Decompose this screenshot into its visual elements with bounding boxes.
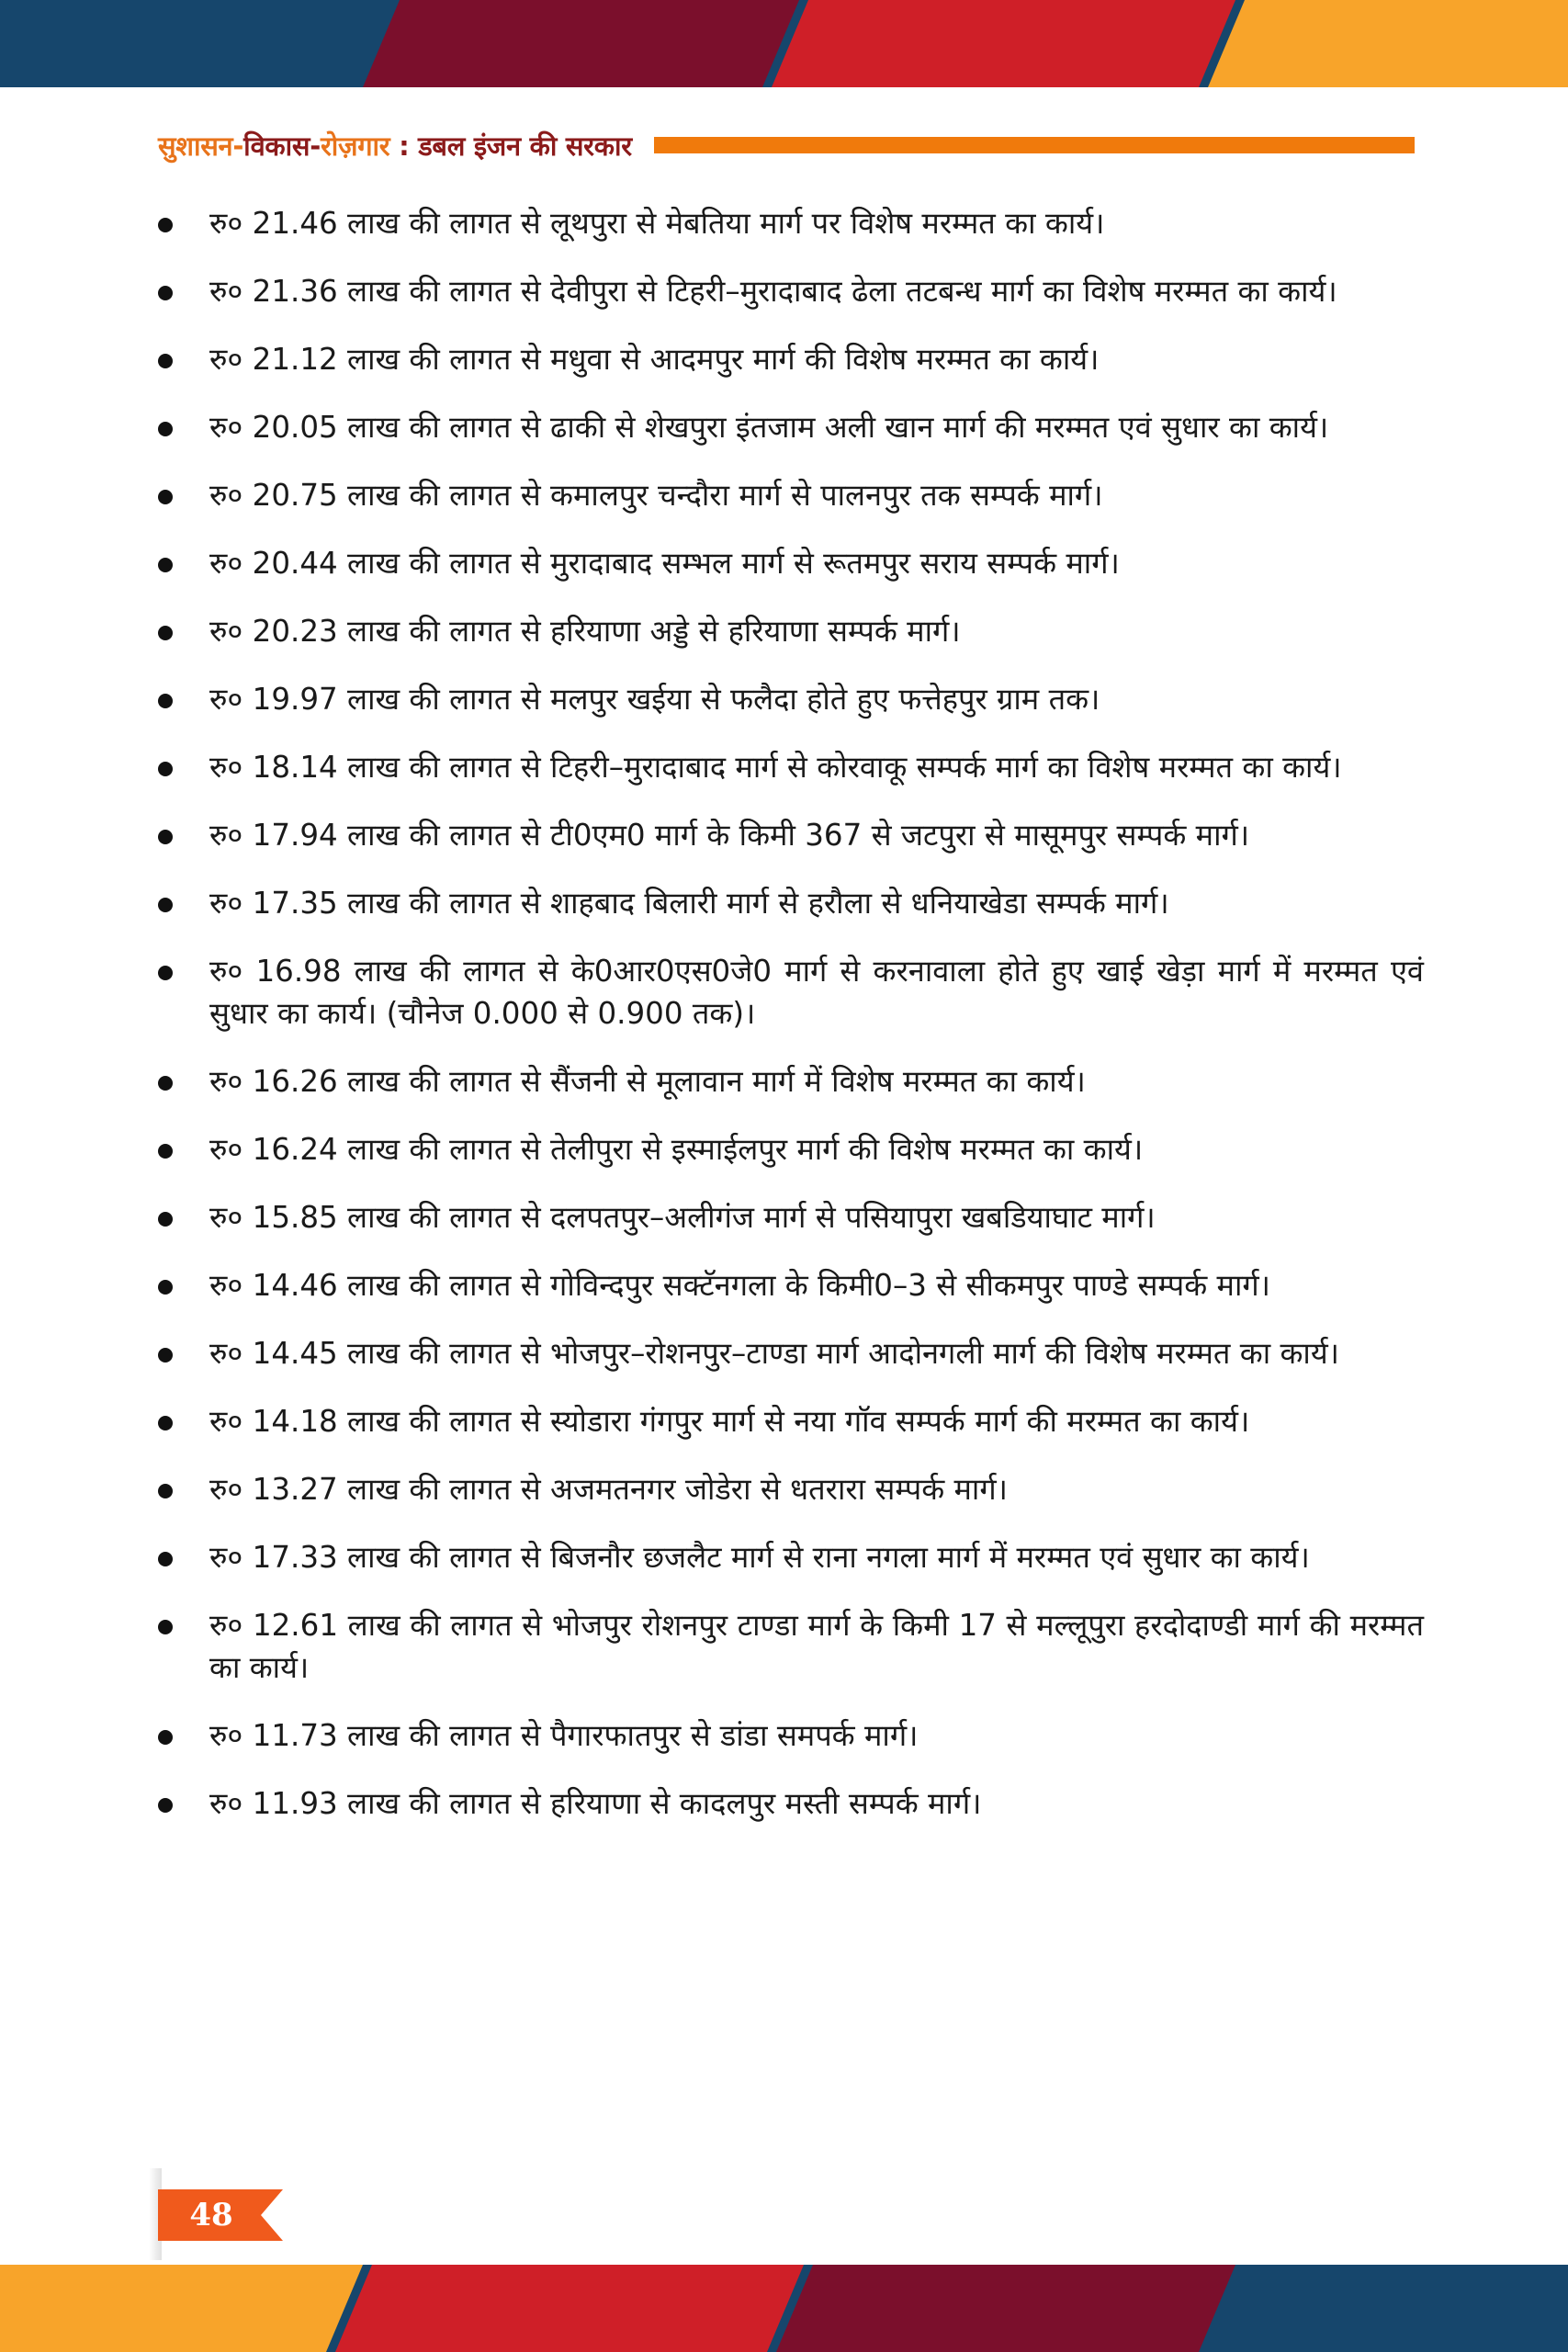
bullet-icon (158, 354, 173, 368)
page-number-tab (158, 2189, 283, 2241)
list-item (147, 950, 1424, 1035)
bullet-icon (158, 286, 173, 300)
list-item-text: रु० 20.23 लाख की लागत से हरियाणा अड्डे से हरियाणा सम्पर्क मार्ग। (209, 614, 961, 649)
list-item-text: रु० 12.61 लाख की लागत से भोजपुर रोशनपुर टाण्डा मार्ग के किमी 17 से मल्लूपुरा हरदोदाण्डी मार्ग की मरम्मत का कार्य। (209, 1608, 1424, 1685)
bullet-icon (158, 1416, 173, 1430)
header-title: सुशासन-विकास-रोज़गार : डबल इंजन की सरकार (158, 130, 632, 162)
bullet-icon (158, 490, 173, 504)
bullet-icon (158, 1212, 173, 1227)
list-item-text: रु० 11.73 लाख की लागत से पैगारफातपुर से डांडा समपर्क मार्ग। (209, 1718, 919, 1753)
list-item-text: रु० 14.18 लाख की लागत से स्योडारा गंगपुर मार्ग से नया गॉव सम्पर्क मार्ग की मरम्मत का कार्य। (209, 1404, 1250, 1439)
list-item (147, 1604, 1424, 1689)
bottom-decorative-band (0, 2265, 1568, 2352)
list-item-text: रु० 17.33 लाख की लागत से बिजनौर छजलैट मार्ग से राना नगला मार्ग में मरम्मत एवं सुधार का कार्य। (209, 1540, 1310, 1575)
bullet-icon (158, 830, 173, 844)
list-item-text: रु० 11.93 लाख की लागत से हरियाणा से कादलपुर मस्ती सम्पर्क मार्ग। (209, 1786, 982, 1821)
header-rule (654, 137, 1415, 153)
list-item-text: रु० 20.44 लाख की लागत से मुरादाबाद सम्भल मार्ग से रूतमपुर सराय सम्पर्क मार्ग। (209, 546, 1120, 581)
running-header (158, 127, 1415, 164)
bullet-icon (158, 1552, 173, 1566)
list-item (147, 1536, 1424, 1578)
list-item-text: रु० 13.27 लाख की लागत से अजमतनगर जोडेरा से धतरारा सम्पर्क मार्ग। (209, 1472, 1008, 1507)
bullet-icon (158, 558, 173, 572)
list-item (147, 610, 1424, 652)
list-item (147, 1332, 1424, 1374)
list-item-text: रु० 21.12 लाख की लागत से मधुवा से आदमपुर मार्ग की विशेष मरम्मत का कार्य। (209, 342, 1100, 377)
list-item-text: रु० 14.46 लाख की लागत से गोविन्दपुर सक्टॅनगला के किमी0–3 से सीकमपुर पाण्डे सम्पर्क मार्ग। (209, 1268, 1271, 1303)
list-item (147, 1714, 1424, 1757)
list-item (147, 202, 1424, 244)
bullet-icon (158, 694, 173, 708)
page-number: 48 (189, 2197, 233, 2233)
bullet-icon (158, 218, 173, 232)
list-item-text: रु० 20.05 लाख की लागत से ढाकी से शेखपुरा इंतजाम अली खान मार्ग की मरम्मत एवं सुधार का कार्य। (209, 410, 1329, 445)
list-item (147, 1468, 1424, 1510)
list-item-text: रु० 17.94 लाख की लागत से टी0एम0 मार्ग के किमी 367 से जटपुरा से मासूमपुर सम्पर्क मार्ग। (209, 818, 1250, 853)
list-item-text: रु० 17.35 लाख की लागत से शाहबाद बिलारी मार्ग से हरौला से धनियाखेडा सम्पर्क मार्ग। (209, 886, 1169, 921)
bullet-icon (158, 1144, 173, 1159)
list-item-text: रु० 15.85 लाख की लागत से दलपतपुर–अलीगंज मार्ग से पसियापुरा खबडियाघाट मार्ग। (209, 1200, 1156, 1235)
list-item-text: रु० 14.45 लाख की लागत से भोजपुर–रोशनपुर–टाण्डा मार्ग आदोनगली मार्ग की विशेष मरम्मत का कार्य। (209, 1336, 1339, 1371)
list-item-text: रु० 16.26 लाख की लागत से सैंजनी से मूलावान मार्ग में विशेष मरम्मत का कार्य। (209, 1064, 1086, 1099)
list-item-text: रु० 19.97 लाख की लागत से मलपुर खईया से फलैदा होते हुए फत्तेहपुर ग्राम तक। (209, 682, 1100, 717)
bullet-icon (158, 626, 173, 640)
list-item (147, 678, 1424, 720)
works-list (147, 202, 1424, 1850)
list-item (147, 814, 1424, 856)
list-item-text: रु० 16.24 लाख की लागत से तेलीपुरा से इस्माईलपुर मार्ग की विशेष मरम्मत का कार्य। (209, 1132, 1144, 1167)
list-item-text: रु० 16.98 लाख की लागत से के0आर0एस0जे0 मार्ग से करनावाला होते हुए खाई खेड़ा मार्ग में मरम्मत एवं सुधार का कार्य। (चौनेज 0.000 से 0.900 तक)। (209, 954, 1424, 1031)
bullet-icon (158, 1620, 173, 1634)
list-item-text: रु० 21.36 लाख की लागत से देवीपुरा से टिहरी–मुरादाबाद ढेला तटबन्ध मार्ग का विशेष मरम्मत का कार्य। (209, 274, 1337, 309)
list-item (147, 542, 1424, 584)
list-item (147, 406, 1424, 448)
list-item-text: रु० 20.75 लाख की लागत से कमालपुर चन्दौरा मार्ग से पालनपुर तक सम्पर्क मार्ग। (209, 478, 1103, 513)
bullet-icon (158, 1798, 173, 1813)
list-item (147, 882, 1424, 924)
list-item-text: रु० 18.14 लाख की लागत से टिहरी–मुरादाबाद मार्ग से कोरवाकू सम्पर्क मार्ग का विशेष मरम्मत का कार्य। (209, 750, 1342, 785)
list-item (147, 1264, 1424, 1306)
bullet-icon (158, 1730, 173, 1745)
list-item-text: रु० 21.46 लाख की लागत से लूथपुरा से मेबतिया मार्ग पर विशेष मरम्मत का कार्य। (209, 206, 1105, 241)
bullet-icon (158, 898, 173, 912)
list-item (147, 474, 1424, 516)
top-decorative-band (0, 0, 1568, 87)
bullet-icon (158, 422, 173, 436)
list-item (147, 1782, 1424, 1825)
list-item (147, 338, 1424, 380)
bullet-icon (158, 1280, 173, 1295)
list-item (147, 1196, 1424, 1238)
bullet-icon (158, 1484, 173, 1498)
bullet-icon (158, 1076, 173, 1091)
bullet-icon (158, 1348, 173, 1363)
list-item (147, 1128, 1424, 1170)
list-item (147, 270, 1424, 312)
list-item (147, 1400, 1424, 1442)
list-item (147, 746, 1424, 788)
list-item (147, 1060, 1424, 1102)
bullet-icon (158, 966, 173, 980)
bullet-icon (158, 762, 173, 776)
